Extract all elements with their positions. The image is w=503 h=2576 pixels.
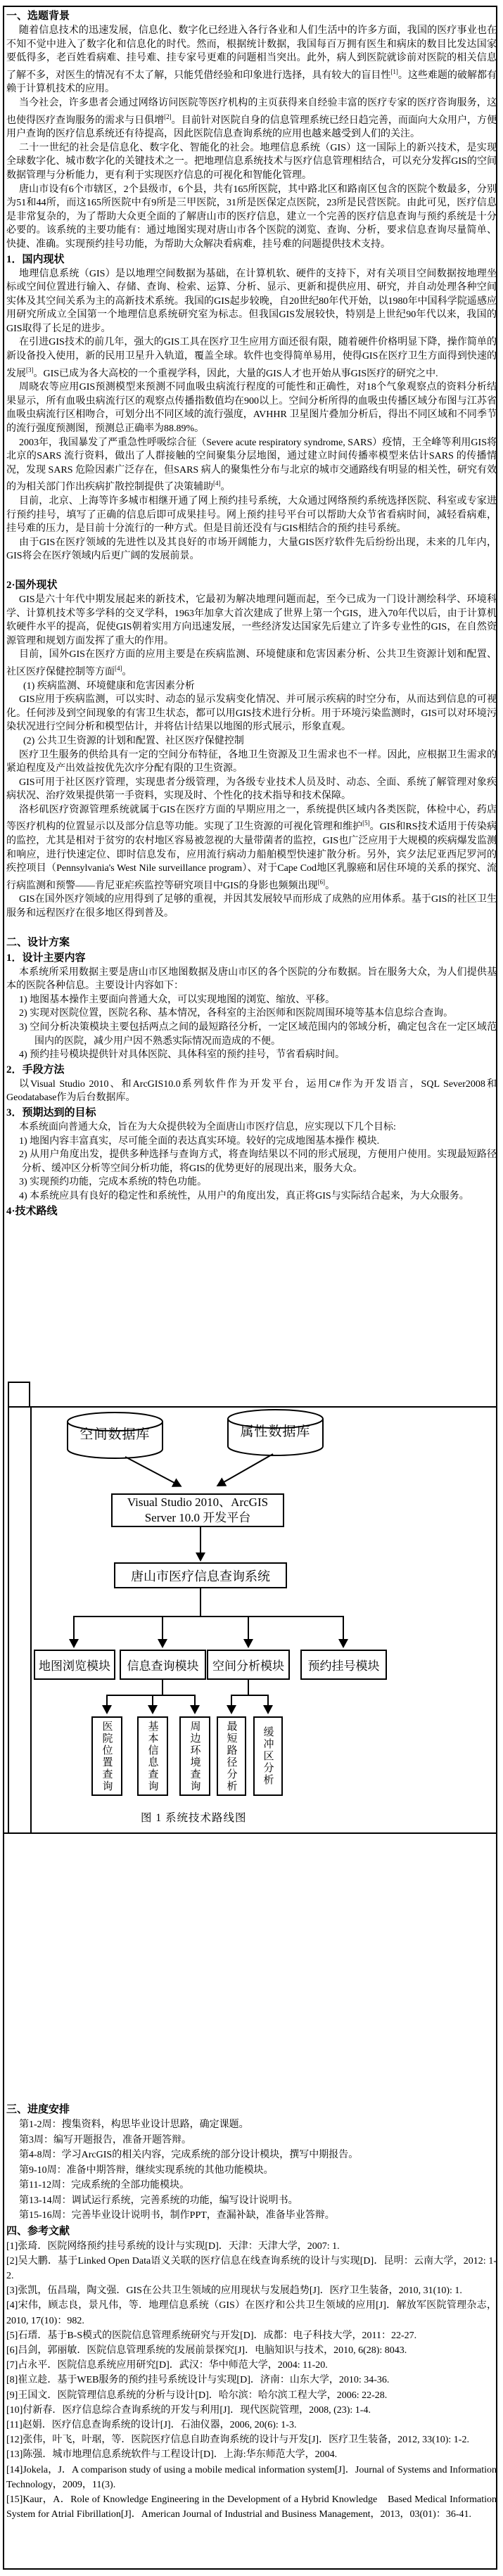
section-heading: 四、参考文献 — [6, 2225, 70, 2237]
paragraph: 随着信息技术的迅速发展，信息化、数字化已经进入各行各业和人们生活中的许多方面，我国的医疗事业也在不知不觉中进入了数字化和信息化的时代。然而，根据统计数据，我国每百万拥有医生和病床的数目比发达国家要低得多，老百姓看病难、挂号难、挂专家号更难的问题相当突出。此外，病人到医院就诊前对医院的相关信息了解不多，对医生的情况有不太了解，只能凭借经验和印象进行选择，具有较大的盲目性[1]。这些难题的破解都有赖于计算机技术的应用。 — [6, 25, 497, 95]
paragraph: 地理信息系统（GIS）是以地理空间数据为基础，在计算机软、硬件的支持下，对有关项目空间数据按地理坐标或空间位置进行输入、存储、查询、检索、运算、分析、显示、更新和提供应用、研究，并自动处理各种空间实体及其空间关系为主的高新技术系统。我国的GIS起步较晚，自20世纪80年代开始，以1980年中国科学院遥感应用研究所成立全国第一个地理信息系统研究室为标志。但我国GIS发展较快，特别是上世纪90年代以来，我国的GIS取得了长足的进步。 — [6, 268, 497, 334]
reference-item: [7]占永平．医院信息系统应用研究[D]．武汉：华中师范大学，2004: 11-20. — [6, 2360, 328, 2371]
paragraph: 本系统所采用数据主要是唐山市区地图数据及唐山市区的各个医院的分布数据。旨在服务大众，为人们提供基本的医院各种信息。主要设计内容如下： — [6, 967, 497, 992]
section-heading: 三、进度安排 — [6, 2104, 70, 2115]
reference-item: [8]崔立趁．基于WEB服务的预约挂号系统设计与实现[D]．济南：山东大学，2010: 34-36. — [6, 2375, 390, 2386]
sub-item-heading: (1) 疾病监测、环境健康和危害因素分析 — [23, 680, 195, 691]
goal-list-item: 1) 地图内容丰富真实，尽可能全面的表达真实环境。较好的完成地图基本操作 模块. — [19, 1135, 380, 1147]
section-heading: 1．国内现状 — [6, 253, 65, 265]
module-box-map-browse: 地图浏览模块 — [34, 1650, 115, 1680]
reference-item: [13]陈强．城市地理信息系统软件与工程设计[D]．上海:华东师范大学，2004. — [6, 2449, 338, 2461]
design-list-item: 4) 预约挂号模块提供针对具体医院、具体科室的预约挂号，节省看病时间。 — [19, 1050, 345, 1061]
section-heading: 3．预期达到的目标 — [6, 1107, 96, 1118]
paragraph: 目前，国外GIS在医疗方面的应用主要是在疾病监测、环境健康和危害因素分析、公共卫生资源计划和配置、社区医疗保健控制等方面[4]。 — [6, 649, 497, 677]
paragraph: 洛杉矶医疗资源管理系统就属于GIS在医疗方面的早期应用之一，系统提供区域内各类医院，体检中心，药店等医疗机构的位置显示以及部分信息等功能。实现了卫生资源的可视化管理和维护[5]。GIS和RS技术适用于传染病的监控，尤其是相对于贫穷的农村地区容易被忽视的大量带菌者的监控，GIS也广泛应用于大规模的疾病爆发监测和响应，进行快速定位、即时信息发布，应用流行病动力船舶模型快速扩散分析。另外，宾夕法尼亚西尼罗河的疾控项目（Pennsylvania's West Nile surveillance program）、对于Cape Cod地区乳腺癌和居住环境的关系的探究、流行病监测和预警——肯尼亚疟疾监控等研究项目中GIS的身影也频频出现[6]。 — [6, 804, 497, 891]
spatial-db-cylinder: 空间数据库 — [79, 1427, 151, 1442]
reference-item: [12]张伟，叶飞，叶琚，等．医院医疗信息自助查询系统的设计与开发[J]．医疗卫生装备，2012, 33(10): 1-2. — [6, 2435, 469, 2446]
section-heading: 4·技术路线 — [6, 1205, 58, 1217]
schedule-item: 第15-16周：完善毕业设计说明书，制作PPT，查漏补缺，准备毕业答辩。 — [19, 2210, 335, 2221]
paragraph: 本系统面向普通大众，旨在为大众提供较为全面唐山市医疗信息，应实现以下几个目标: — [19, 1121, 396, 1133]
spacer — [6, 563, 497, 578]
submodule-basic-info: 基本信息查询 — [137, 1716, 168, 1796]
reference-item: [2]吴大鹏．基于Linked Open Data语义关联的医疗信息在线查询系统的设计与实现[D]．昆明：云南大学，2012: 1-2. — [6, 2255, 497, 2281]
reference-item: [15]Kaur，A．Role of Knowledge Engineering in the Development of a Hybrid Knowledge Based Medical Information System for Atrial Fibrillation[J]．American Journal of Industrial and Business Management，2013，03(01)：36-41. — [6, 2494, 497, 2520]
module-box-spatial-analysis: 空间分析模块 — [207, 1650, 290, 1680]
paragraph: GIS是六十年代中期发展起来的新技术，它最初为解决地理问题而起，至今已成为一门设计测绘科学、环境科学、计算机技术等多学科的交叉学科，1963年加拿大首次建成了世界上第一个GIS，进入70年代以后，由于计算机软硬件水平的提高，促使GIS朝着实用方向迅速发展，一些经济发达国家先后建立了许多专业性的GIS，在自然资源管理和规划方面发挥了重大的作用。 — [6, 594, 497, 646]
schedule-item: 第1-2周：搜集资料，构思毕业设计思路，确定课题。 — [19, 2119, 249, 2130]
platform-box-line1: Visual Studio 2010、ArcGIS — [127, 1496, 269, 1509]
module-box-booking: 预约挂号模块 — [300, 1650, 387, 1680]
section-heading: 二、设计方案 — [6, 936, 70, 948]
reference-item: [9]王国文．医院管理信息系统的分析与设计[D]．哈尔滨：哈尔滨工程大学，2006: 22-28. — [6, 2390, 388, 2401]
reference-item: [14]Jokela，J．A comparison study of using a mobile medical information system[J]．Journal of Systems and Information Technology，2009，11(3). — [6, 2464, 497, 2490]
paragraph: 在引进GIS技术的前几年，强大的GIS工具在医疗卫生应用方面还很有限，随着硬件价格明显下降，操作简单的新设备投入使用，新的民用卫星升入轨道，覆盖全球。软件也变得简单易用，使得GIS在医疗卫生方面得到快速的发展[3]。GIS已成为各大高校的一个重视学科，因此，大量的GIS人才也开始从事GIS医疗的研究之中. — [6, 337, 497, 379]
document-body-bottom — [6, 2102, 497, 2522]
reference-item: [4]宋伟，顾志良，景凡伟，等．地理信息系统（GIS）在医疗和公共卫生领域的应用[J]．解放军医院管理杂志，2010, 17(10)：982. — [6, 2300, 497, 2326]
figure-caption: 图 1 系统技术路线图 — [141, 1812, 247, 1824]
paragraph: 以Visual Studio 2010、和ArcGIS10.0系列软件作为开发平台，运用C#作为开发语言，SQL Sever2008和Geodatabase作为后台数据库。 — [6, 1078, 497, 1104]
section-heading: 1．设计主要内容 — [6, 952, 86, 964]
schedule-item: 第3周：编写开题报告，准备开题答辩。 — [19, 2134, 191, 2145]
paragraph: 医疗卫生服务的供给具有一定的空间分布特征，各地卫生资源及卫生需求也不一样。因此，应根据卫生需求的紧迫程度及产出效益按优先次序分配有限的卫生资源。 — [6, 749, 497, 774]
paragraph: GIS应用于疾病监测，可以实时、动态的显示发病变化情况、并可展示疾病的时空分布，从而达到信息的可视化。任何涉及到空间现象的有害卫生状态，都可以用GIS技术进行分析。用于环境污染监测时，GIS可以对环境污染状况进行空间分析和模型估计，并将估计结果以地图的形式展示，形象直观。 — [6, 694, 497, 733]
submodule-shortest-path: 最短路径分析 — [217, 1716, 246, 1796]
sub-item-heading: (2) 公共卫生资源的计划和配置、社区医疗保健控制 — [23, 735, 244, 746]
paragraph: GIS可用于社区医疗管理，实现患者分级管理，为各级专业技术人员及时、动态、全面、系统了解管理对象疾病状况、治疗效果提供第一手资料，实现及时、个性化的技术指导和技术保障。 — [6, 777, 497, 802]
goal-list-item: 3) 实现预约功能，完成本系统的特色功能。 — [19, 1177, 208, 1188]
schedule-item: 第13-14周：调试运行系统，完善系统的功能，编写设计说明书。 — [19, 2195, 298, 2206]
module-box-info-query: 信息查询模块 — [120, 1650, 206, 1680]
schedule-item: 第9-10周：准备中期答辩，继续实现系统的其他功能模块。 — [19, 2164, 274, 2176]
goal-list-item: 4) 本系统应具有良好的稳定性和系统性，从用户的角度出发，真正将GIS与实际结合起来，为大众服务。 — [19, 1190, 469, 1201]
reference-item: [3]张凯，伍昌瑞，陶文强．GIS在公共卫生领域的应用现状与发展趋势[J]．医疗卫生装备，2010, 31(10): 1. — [6, 2285, 462, 2297]
design-list-item: 1) 地图基本操作主要面向普通大众，可以实现地图的浏览、缩放、平移。 — [19, 994, 336, 1005]
system-box: 唐山市医疗信息查询系统 — [114, 1562, 287, 1588]
paragraph: 唐山市设有6个市辖区，2个县级市，6个县，共有165所医院，其中路北区和路南区包含的医院个数最多，分别为51和44所，而这165所医院中有9所是三甲医院，31所是医保定点医院，23所是民营医院。由此可见，医疗信息是非常复杂的，为了帮助大众更全面的了解唐山市的医疗信息，建立一个完善的医疗信息查询与预约系统是十分必要的。该系统的主要功能有：通过地图实现对唐山市各个医院的浏览、查询、分析，要求信息查询尽量简单、快捷、准确。实现预约挂号功能，为帮助大众解决看病难，挂号难的问题提供技术支持。 — [6, 184, 497, 250]
paragraph: 当今社会，许多患者会通过网络访问医院等医疗机构的主页获得来自经验丰富的医疗专家的医疗咨询服务，这也使得医疗查询服务的需求与日俱增[2]。目前针对医院自身的信息管理系统已经日趋完善，而面向大众用户，方便用户查询的医疗信息系统还有待提高，因此医院信息查询系统的应用也越来越受到人们的关注。 — [6, 97, 497, 140]
attribute-db-cylinder: 属性数据库 — [240, 1424, 311, 1439]
submodule-surroundings: 周边环境查询 — [179, 1716, 210, 1796]
section-heading: 2·国外现状 — [6, 579, 58, 591]
paragraph: 目前，北京、上海等许多城市相继开通了网上预约挂号系统，大众通过网络预约系统选择医院、科室或专家进行预约挂号，填写了正确的信息后即可成果挂号。网上预约挂号平台可以帮助大众节省看病时间，减轻看病难，挂号难的压力，是目前十分流行的一种方式。但是目前还没有与GIS相结合的预约挂号系统。 — [6, 496, 497, 535]
paragraph: GIS在国外医疗领域的应用得到了足够的重视，并因其发展较早而形成了成熟的应用体系。基于GIS的社区卫生服务和远程医疗在很多地区得到普及。 — [6, 894, 497, 919]
document-body-top — [6, 8, 497, 1219]
design-list-item: 3) 空间分析决策模块主要包括两点之间的最短路径分析，一定区域范围内的邻域分析，确定包含在一定区域范围内的医院，减少用户因不熟悉实际情况而造成的不便。 — [19, 1022, 497, 1047]
paragraph: 二十一世纪的社会是信息化、数字化、智能化的社会。地理信息系统（GIS）这一国际上的新兴技术，是实现全球数字化、城市数字化的关键技术之一。把地理信息系统技术与医疗信息管理相结合，可以充分发挥GIS的空间数据管理与分析能力，更有利于实现医疗信息的可视化和智能化管理。 — [6, 142, 497, 181]
platform-box-line2: Server 10.0 开发平台 — [144, 1511, 251, 1524]
reference-item: [1]张琦．医院网络预约挂号系统的设计与实现[D]．天津：天津大学，2007: 1. — [6, 2240, 340, 2252]
platform-box — [111, 1493, 284, 1527]
paragraph: 周晓农等应用GIS预测模型来预测不同血吸虫病流行程度的可能性和正确性，对18个气象观察点的资料分析结果显示，所有血吸虫病流行区的观察点传播指数值均在900以上。空间分析所得的血吸虫传播区域分布图与江苏省血吸虫病流行区相吻合，可划分出不同区域的流行强度，AVHHR 卫星图片叠加分析后，得出不同区域和不同季节的流行强度预测图，预测总正确率为88.89%。 — [6, 382, 497, 435]
arrow-spatial-to-platform — [125, 1457, 174, 1483]
reference-item: [6]吕剑，郭丽敏．医院信息管理系统的发展前景探究[J]．电脑知识与技术，2010, 6(28): 8043. — [6, 2345, 407, 2356]
submodule-buffer-analysis: 缓冲区分析 — [253, 1716, 283, 1796]
reference-item: [10]付新春．医疗信息综合查询系统的开发与利用[J]．现代医院管理，2008, (23): 1-4. — [6, 2404, 371, 2416]
goal-list-item: 2) 从用户角度出发，提供多种选择与查询方式，将查询结果以不同的形式展现，方便用户使用。实现最短路径分析、缓冲区分析等空间分析功能，将GIS的优势更好的展现出来，服务大众。 — [19, 1149, 497, 1174]
reference-item: [5]石瑨．基于B-S模式的医院信息管理系统研究与开发[D]．成都：电子科技大学，2011：22-27. — [6, 2330, 417, 2341]
arrow-attribute-to-platform — [224, 1454, 273, 1482]
design-list-item: 2) 实现对医院位置，医院名称、基本情况，各科室的主治医师和医院周围环境等基本信息综合查询。 — [19, 1008, 454, 1019]
reference-item: [11]赵娟．医疗信息查询系统的设计[J]．石油仪器，2006, 20(6): 1-3. — [6, 2419, 297, 2430]
paragraph: 2003年，我国暴发了严重急性呼吸综合征（Severe acute respiratory syndrome, SARS）疫情，王全峰等利用GIS将北京的SARS 流行资料，做出了人群接触的空间聚集分层地图，通过建立时间传播率模型来估计SARS 的传播情况，发现 SARS 危险因素广泛存在，但SARS 病人的聚集性分布与北京的城市交通路线有明显的相关性，研究有效的为相关部门作出疾病扩散控制提供了决策辅助[4]。 — [6, 437, 497, 493]
submodule-hospital-location: 医院位置查询 — [91, 1716, 122, 1796]
paragraph: 由于GIS在医疗领域的先进性以及其良好的市场开阔能力，大量GIS医疗软件先后纷纷出现，未来的几年内，GIS将会在医疗领域内后更广阔的发展前景。 — [6, 537, 497, 562]
section-heading: 2．手段方法 — [6, 1064, 65, 1076]
schedule-item: 第11-12周：完成系统的全部功能模块。 — [19, 2180, 190, 2191]
section-heading: 一、选题背景 — [6, 11, 70, 22]
schedule-item: 第4-8周：学习ArcGIS的相关内容，完成系统的部分设计模块，撰写中期报告。 — [19, 2150, 359, 2160]
spacer — [6, 921, 497, 935]
